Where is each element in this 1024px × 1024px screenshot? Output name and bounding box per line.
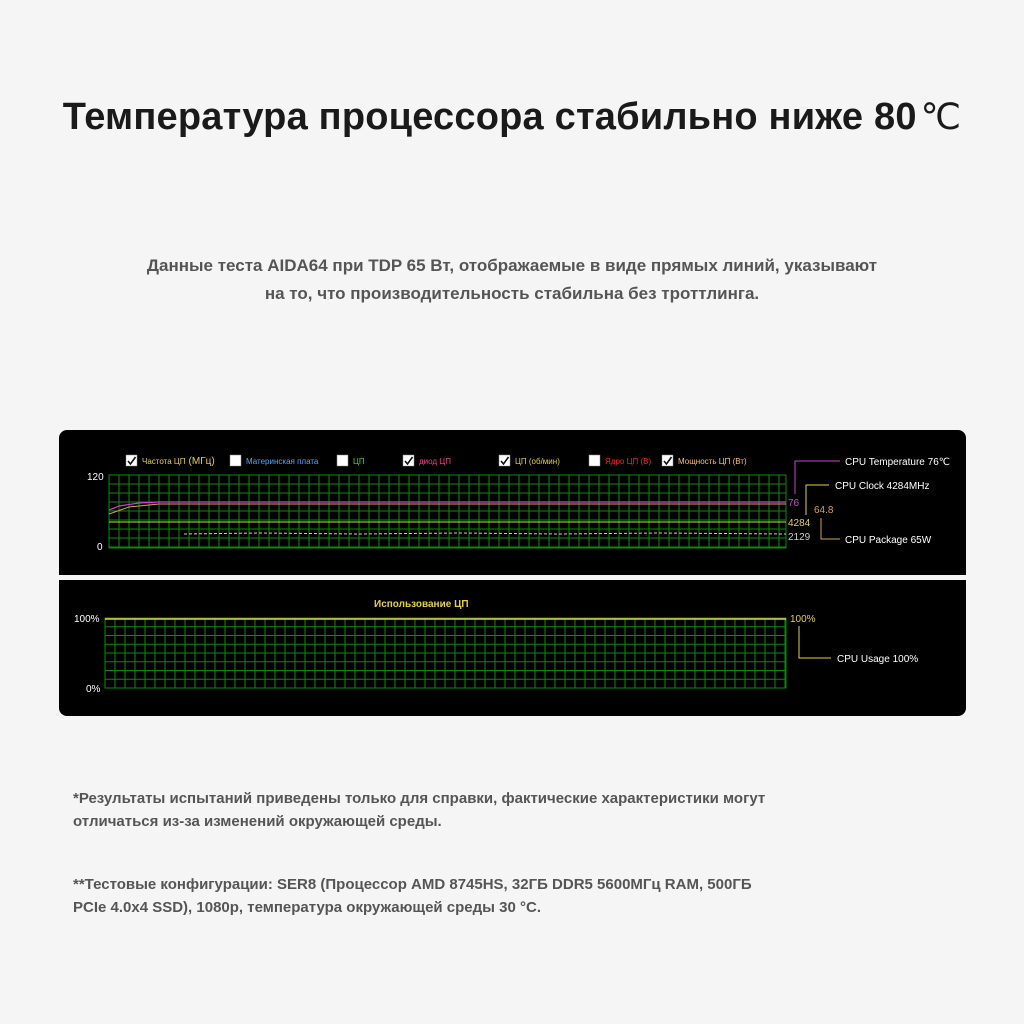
clock-callout: CPU Clock 4284MHz <box>835 481 930 492</box>
temp-series-line <box>109 502 786 510</box>
footnote-2-line-1: **Тестовые конфигурации: SER8 (Процессор AMD 8745HS, 32ГБ DDR5 5600МГц RAM, 500ГБ <box>73 876 752 893</box>
sensor-graph <box>59 430 966 575</box>
page-title <box>0 96 1024 139</box>
subtitle-line-2: на то, что производительность стабильна без троттлинга. <box>264 284 760 303</box>
footnote-1-line-1: *Результаты испытаний приведены только для справки, фактические характеристики могут <box>73 790 766 807</box>
checkbox[interactable] <box>662 455 673 466</box>
usage-callout-line <box>799 626 831 658</box>
usage-y-max-label: 100% <box>74 614 100 625</box>
sensor-y-max-label: 120 <box>87 472 104 483</box>
footnote-test-config <box>73 873 903 919</box>
temp-callout: CPU Temperature 76℃ <box>845 457 950 468</box>
checkbox-label: ЦП (об/мин) <box>515 457 560 466</box>
power-callout: CPU Package 65W <box>845 535 932 546</box>
checkbox[interactable] <box>230 455 241 466</box>
checkbox-label: Ядро ЦП (В) <box>605 457 652 466</box>
aida64-screenshot-panel <box>59 430 966 716</box>
checkbox[interactable] <box>403 455 414 466</box>
checkbox[interactable] <box>126 455 137 466</box>
checkbox[interactable] <box>589 455 600 466</box>
checkbox[interactable] <box>337 455 348 466</box>
checkbox-label: Материнская плата <box>246 457 319 466</box>
cpu-usage-graph <box>59 580 966 716</box>
temp-callout-line <box>795 461 840 494</box>
page-title-text: Температура процессора стабильно ниже 80 <box>62 96 917 138</box>
checkbox-label: ЦП <box>353 457 365 466</box>
checkbox-label: Частота ЦП (МГц) <box>142 456 215 467</box>
sensor-checkbox-row <box>126 455 747 467</box>
footnote-2-line-2: PCIe 4.0x4 SSD), 1080p, температура окружающей среды 30 °C. <box>73 899 542 916</box>
usage-y-min-label: 0% <box>86 684 101 695</box>
power-value-label: 64.8 <box>814 505 834 516</box>
checkbox-label: диод ЦП <box>419 457 451 466</box>
clock-value-label: 4284 <box>788 518 811 529</box>
rpm-series-line <box>184 533 786 534</box>
cpu-usage-title: Использование ЦП <box>374 599 469 610</box>
sensor-graph-grid <box>109 475 786 548</box>
cpu-usage-grid <box>105 618 786 688</box>
footnote-disclaimer <box>73 787 903 833</box>
sensor-y-min-label: 0 <box>97 542 103 553</box>
usage-callout: CPU Usage 100% <box>837 654 919 665</box>
power-series-line <box>109 504 786 514</box>
usage-value-label: 100% <box>790 614 816 625</box>
rpm-value-label: 2129 <box>788 532 811 543</box>
subtitle-line-1: Данные теста AIDA64 при TDP 65 Вт, отображаемые в виде прямых линий, указывают <box>146 256 878 275</box>
checkbox[interactable] <box>499 455 510 466</box>
footnote-1-line-2: отличаться из-за изменений окружающей среды. <box>73 813 442 830</box>
temp-value-label: 76 <box>788 498 800 509</box>
checkbox-label: Мощность ЦП (Вт) <box>678 457 747 466</box>
page-title-unit: ℃ <box>920 96 962 137</box>
page-subtitle <box>80 252 944 308</box>
power-callout-line <box>821 518 840 539</box>
